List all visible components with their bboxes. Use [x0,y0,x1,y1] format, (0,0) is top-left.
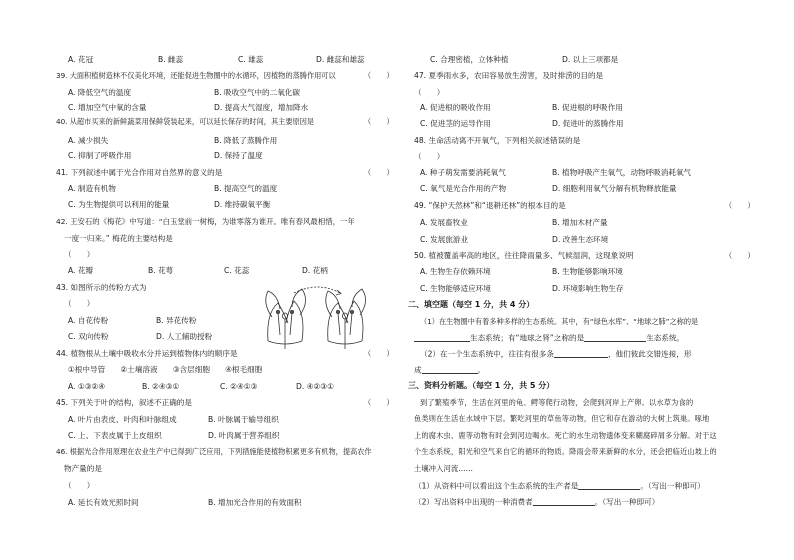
q45-answer-paren: （ ） [363,398,394,407]
q41-option-a: A. 制造有机物 [68,184,116,193]
q45-stem: 45. 下列关于叶的结构，叙述不正确的是 [56,398,192,407]
q46-option-d: D. 以上三项都是 [562,55,619,64]
q38-option-c: C. 雄蕊 [238,55,264,64]
material-q1-hint: 。（写出一种即可） [640,481,705,491]
q42-answer-paren: （ ） [64,250,95,259]
q41-answer-paren: （ ） [363,168,394,177]
material-q2 [414,498,659,506]
q49-option-b: B. 增加木材产量 [552,218,608,227]
q43-stem: 43. 如图所示的传粉方式为 [56,283,147,292]
q43-option-b: B. 异花传粉 [156,316,197,325]
q50-option-d: D. 环境影响生物生存 [552,284,624,293]
fill-q2-line2 [414,366,485,374]
q39-stem: 39. 大面积植树造林不仅美化环境，还能促进生物圈中的水循环，因植物的蒸腾作用可以 [56,71,336,80]
q40-option-c: C. 抑制了呼吸作用 [68,151,132,160]
q44-option-a: A. ①③②④ [68,382,106,391]
fill-q1-blank-1[interactable] [414,334,470,342]
q49-stem: 49. “保护天然林”和“退耕还林”的根本目的是 [414,201,566,210]
q49-option-d: D. 改善生态环境 [552,235,609,244]
material-paragraph-line1: 到了繁殖季节，生活在河里的龟、鳄等爬行动物，会爬到河岸上产卵。以水草为食的 [420,398,694,407]
material-q1-blank[interactable] [578,482,640,490]
q40-answer-paren: （ ） [363,117,394,126]
fill-q2-line2-prefix: 成 [414,365,422,375]
q44-option-c: C. ②④①③ [220,382,258,391]
fill-q2-suffix: ，他们彼此交错连接，形 [607,349,692,359]
material-q2-text: （2）写出资料中出现的一种消费者 [414,497,533,507]
q39-option-b: B. 吸收空气中的二氧化碳 [214,88,300,97]
q48-stem: 48. 生命活动离不开氧气，下列相关叙述错误的是 [414,136,581,145]
q49-answer-paren: （ ） [724,201,755,210]
q44-option-b: B. ②④③① [142,382,180,391]
material-section-heading: 三、资料分析题。（每空 1 分，共 5 分） [408,381,555,390]
q40-option-b: B. 降低了蒸腾作用 [214,136,278,145]
q46-answer-paren: （ ） [64,481,95,490]
material-paragraph-line4: 个生态系统，阳光和空气来自它的循环的物质。降雨会带来新鲜的水分，还会把临近山坡上的 [414,447,717,456]
material-paragraph-line3: 上的腐木虫、鹿等动物有时会到河边喝水。死亡的水生动物遗体变来糊腐碎屑多分解。对于这 [414,431,717,440]
q39-answer-paren: （ ） [363,71,394,80]
fill-q1-line2-end: 生态系统。 [646,333,685,343]
q40-option-a: A. 减少损失 [68,136,109,145]
fill-q2-line2-end: 。 [477,365,486,375]
fill-q2-blank-1[interactable] [554,350,608,358]
q48-option-c: C. 氧气是光合作用的产物 [420,184,507,193]
q47-option-b: B. 促进根的呼吸作用 [552,103,623,112]
q47-option-c: C. 促进茎的运导作用 [420,119,491,128]
material-paragraph-line5: 土壤冲入河流…… [414,464,474,473]
q48-answer-paren: （ ） [414,152,445,161]
q38-option-d: D. 雌蕊和雄蕊 [316,55,365,64]
fill-q2-blank-2[interactable] [422,366,478,374]
fill-q2-prefix: （2）在一个生态系统中，往往有很多条 [420,349,554,359]
q44-option-d: D. ④②③① [296,382,334,391]
q43-option-d: D. 人工辅助授粉 [156,332,213,341]
q38-option-a: A. 花冠 [68,55,94,64]
pollination-flowers-figure [258,283,378,349]
q47-option-a: A. 促进根的吸收作用 [420,103,491,112]
q46-option-b: B. 增加光合作用的有效面积 [208,498,302,507]
q42-option-d: D. 花柄 [302,266,328,275]
fill-q1-line2 [414,334,684,342]
q42-option-b: B. 花萼 [148,266,174,275]
q45-option-c: C. 上、下表皮属于上皮组织 [68,431,162,440]
q44-stem: 44. 植物根从土壤中吸收水分并运到植物体内的顺序是 [56,349,238,358]
q46-option-c: C. 合理密植，立体种植 [430,55,509,64]
q40-stem: 40. 从超市买来的新鲜蔬菜用保鲜袋装起来，可以延长保存的时间，其主要原因是 [56,117,315,126]
fill-q2-line1 [420,350,691,358]
fill-q1-line1: （1）在生物圈中有着多种多样的生态系统。其中，有“绿色水库”、“地球之肺”之称的是 [420,317,699,326]
q49-option-a: A. 发展畜牧业 [420,218,468,227]
q50-option-a: A. 生物生存依赖环境 [420,267,491,276]
material-q2-blank[interactable] [533,498,595,506]
q50-stem: 50. 植被覆盖率高的地区，往往降雨量多、气候湿润，这现象说明 [414,251,634,260]
q47-option-d: D. 促进叶的蒸腾作用 [552,119,624,128]
q49-option-c: C. 发展旅游业 [420,235,469,244]
q43-option-a: A. 自花传粉 [68,316,109,325]
q43-answer-paren: （ ） [64,299,95,308]
q47-stem: 47. 夏季雨水多，农田容易放生涝害，及时排涝的目的是 [414,71,604,80]
q41-stem: 41. 下列叙述中属于光合作用对自然界的意义的是 [56,168,223,177]
q48-option-d: D. 细胞利用氧气分解有机物释放能量 [552,184,677,193]
q39-option-c: C. 增加空气中氧的含量 [68,103,147,112]
q43-option-c: C. 双向传粉 [68,332,109,341]
q39-option-d: D. 提高大气湿度，增加降水 [214,103,309,112]
q44-items: ①根中导管 ②土壤溶液 ③含层细胞 ④根毛细胞 [68,365,263,374]
q48-option-b: B. 植物呼吸产生氧气，动物呼吸消耗氧气 [552,168,692,177]
q46-option-a: A. 延长有效光照时间 [68,498,139,507]
q42-option-a: A. 花瓣 [68,266,94,275]
q38-option-b: B. 雌蕊 [158,55,184,64]
q50-answer-paren: （ ） [724,251,755,260]
q47-answer-paren: （ ） [414,88,445,97]
material-q1 [414,482,705,490]
q42-option-c: C. 花蕊 [224,266,250,275]
q41-option-d: D. 维持碳氧平衡 [214,200,271,209]
material-paragraph-line2: 鱼类则在生活在水域中下层。繁吃河里的草鱼等动物，但它和存在游动的大树上筑巢。啄地 [414,414,710,423]
q50-option-c: C. 生物能够适应环境 [420,284,491,293]
q48-option-a: A. 种子萌发需要消耗氧气 [420,168,506,177]
q42-stem-line1: 42. 王安石的《梅花》中写道：“白玉堂前一树梅，为谁零落为谁开。唯有春风最相惜，一年 [56,217,355,226]
q41-option-c: C. 为生物提供可以利用的能量 [68,200,170,209]
q45-option-d: D. 叶肉属于营养组织 [208,431,280,440]
material-q2-hint: 。（写出一种即可） [594,497,660,507]
q46-stem-line2: 物产量的是 [64,464,102,473]
fill-q1-line2-middle: 生态系统；有“地球之肾”之称的是 [470,333,585,343]
q44-answer-paren: （ ） [363,349,394,358]
q45-option-a: A. 叶片由表皮、叶肉和叶脉组成 [68,415,177,424]
q50-option-b: B. 生物能够影响环境 [552,267,623,276]
q39-option-a: A. 降低空气的温度 [68,88,132,97]
q41-option-b: B. 提高空气的温度 [214,184,278,193]
fill-section-heading: 二、填空题（每空 1 分，共 4 分） [408,300,535,309]
material-q1-text: （1）从资料中可以看出这个生态系统的生产者是 [414,481,579,491]
q40-option-d: D. 保持了温度 [214,151,263,160]
fill-q1-blank-2[interactable] [584,334,646,342]
q46-stem-line1: 46. 根据光合作用原理在农业生产中已得到广泛应用，下列措施能使植物积累更多有机物，提高农作 [56,447,372,456]
q45-option-b: B. 叶脉属于输导组织 [208,415,279,424]
q42-stem-line2: 一度一归来。” 梅花的主要结构是 [64,234,173,243]
